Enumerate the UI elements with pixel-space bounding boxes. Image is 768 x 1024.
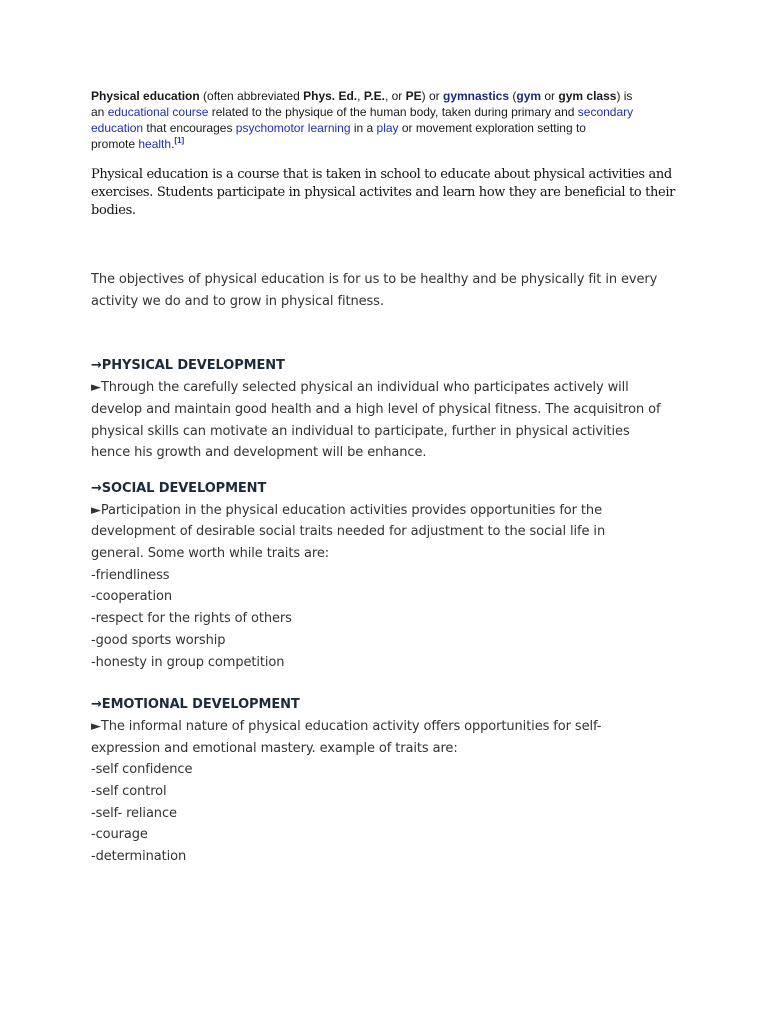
wiki-text: , (357, 89, 364, 103)
intro-line-3: bodies. (91, 203, 136, 218)
section-heading-social: →SOCIAL DEVELOPMENT (91, 480, 267, 496)
term-pe: PE (405, 89, 422, 103)
wiki-text: (often abbreviated (199, 89, 304, 103)
wiki-line-2 (91, 104, 691, 120)
section-social-development (91, 478, 691, 673)
link-educational-course[interactable]: educational course (107, 105, 209, 119)
wiki-line-4 (91, 136, 691, 152)
section-physical-development (91, 355, 691, 464)
wiki-text: ( (509, 89, 517, 103)
link-education[interactable]: education (91, 121, 144, 135)
wiki-text: promote (91, 137, 139, 151)
section-emotional-development (91, 694, 691, 868)
list-item: -determination (91, 849, 187, 865)
wiki-text: ) is (616, 89, 633, 103)
list-item: -self- reliance (91, 805, 177, 821)
intro-paragraph (91, 166, 675, 220)
section-line: hence his growth and development will be enhance. (91, 445, 427, 461)
term-gym-class: gym class (558, 89, 617, 103)
link-play[interactable]: play (376, 121, 399, 135)
section-line: general. Some worth while traits are: (91, 546, 330, 562)
section-line: ►Participation in the physical education activities provides opportunities for the (91, 502, 602, 518)
wiki-line-3 (91, 120, 691, 136)
term-pe-dots: P.E. (363, 89, 385, 103)
term-phys-ed: Phys. Ed. (303, 89, 358, 103)
link-gymnastics[interactable]: gymnastics (442, 89, 510, 103)
section-line: development of desirable social traits needed for adjustment to the social life in (91, 524, 606, 540)
section-heading-physical: →PHYSICAL DEVELOPMENT (91, 358, 285, 374)
section-line: expression and emotional mastery. example of traits are: (91, 740, 458, 756)
link-psychomotor-learning[interactable]: psychomotor learning (235, 121, 351, 135)
wiki-text: related to the physique of the human body, taken during primary and (208, 105, 578, 119)
link-health[interactable]: health (138, 137, 172, 151)
section-heading-emotional: →EMOTIONAL DEVELOPMENT (91, 697, 300, 713)
list-item: -good sports worship (91, 632, 226, 648)
wiki-text: or (541, 89, 559, 103)
wiki-line-1 (91, 88, 691, 104)
list-item: -self control (91, 784, 167, 800)
link-gym[interactable]: gym (516, 89, 542, 103)
document-page (91, 88, 691, 868)
wiki-text: , or (384, 89, 406, 103)
list-item: -cooperation (91, 589, 173, 605)
list-item: -courage (91, 827, 148, 843)
wiki-excerpt (91, 88, 691, 152)
section-line: develop and maintain good health and a high level of physical fitness. The acquisitron of (91, 401, 661, 417)
link-secondary[interactable]: secondary (577, 105, 634, 119)
wiki-text: or movement exploration setting to (398, 121, 586, 135)
list-item: -honesty in group competition (91, 654, 285, 670)
wiki-text: in a (350, 121, 377, 135)
section-line: ►The informal nature of physical education activity offers opportunities for self- (91, 718, 602, 734)
list-item: -self confidence (91, 762, 193, 778)
objectives-paragraph (91, 269, 691, 312)
term-physical-education: Physical education (91, 89, 200, 103)
section-line: physical skills can motivate an individual to participate, further in physical activities (91, 423, 630, 439)
intro-line-1: Physical education is a course that is taken in school to educate about physical activities and (91, 167, 672, 182)
wiki-text: . (171, 137, 175, 151)
list-item: -friendliness (91, 567, 170, 583)
section-line: ►Through the carefully selected physical an individual who participates actively will (91, 380, 629, 396)
intro-line-2: exercises. Students participate in physical activites and learn how they are beneficial to their (91, 185, 675, 200)
objectives-line-1: The objectives of physical education is for us to be healthy and be physically fit in every (91, 272, 658, 287)
list-item: -respect for the rights of others (91, 611, 292, 627)
footnote-ref-1[interactable]: [1] (174, 136, 185, 145)
wiki-text: an (91, 105, 108, 119)
wiki-text: ) or (421, 89, 443, 103)
objectives-line-2: activity we do and to grow in physical fitness. (91, 293, 384, 309)
wiki-text: that encourages (143, 121, 236, 135)
